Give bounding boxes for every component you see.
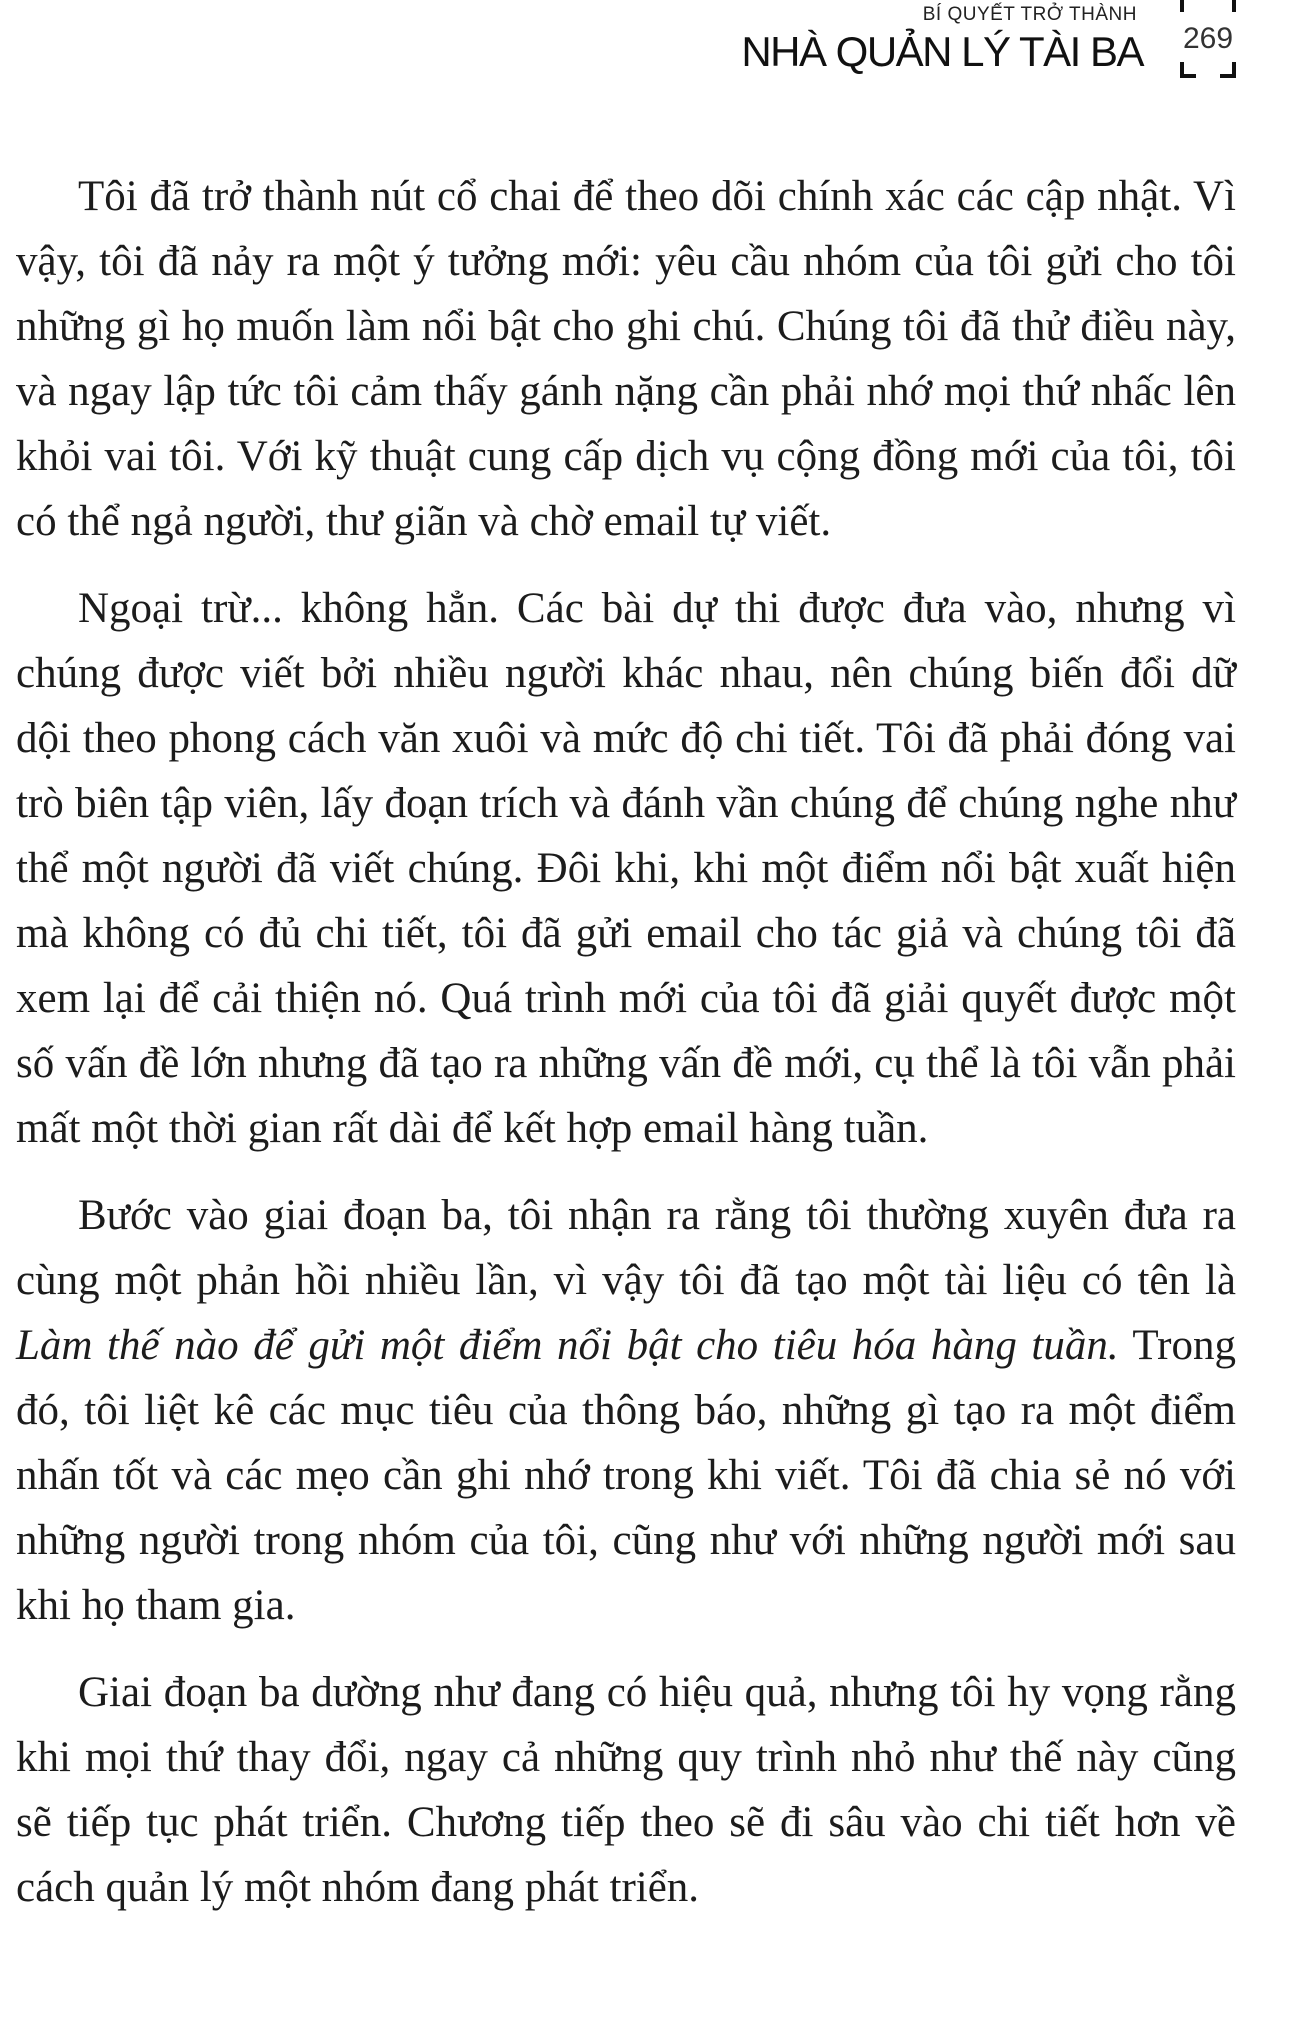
paragraph-4: Giai đoạn ba dường như đang có hiệu quả, nhưng tôi hy vọng rằng khi mọi thứ thay đổi, ngay cả những quy trình nhỏ như thế này cũng sẽ tiếp tục phát triển. Chương tiếp theo sẽ đi sâu vào chi tiết hơn về cách quản lý một nhóm đang phát triển. xyxy=(16,1669,1236,1911)
frame-corner-top-right xyxy=(1220,0,1236,12)
paragraph-3-tail: Trong đó, tôi liệt kê các mục tiêu của thông báo, những gì tạo ra một điểm nhấn tốt và các mẹo cần ghi nhớ trong khi viết. Tôi đã chia sẻ nó với những người trong nhóm của tôi, cũng như với những người mới sau khi họ tham gia. xyxy=(16,1322,1236,1629)
paragraph-3-lead: Bước vào giai đoạn ba, tôi nhận ra rằng tôi thường xuyên đưa ra cùng một phản hồi nhiều lần, vì vậy tôi đã tạo một tài liệu có tên là xyxy=(16,1192,1236,1304)
running-header xyxy=(0,0,1295,100)
paragraph-1: Tôi đã trở thành nút cổ chai để theo dõi chính xác các cập nhật. Vì vậy, tôi đã nảy ra một ý tưởng mới: yêu cầu nhóm của tôi gửi cho tôi những gì họ muốn làm nổi bật cho ghi chú. Chúng tôi đã thử điều này, và ngay lập tức tôi cảm thấy gánh nặng cần phải nhớ mọi thứ nhấc lên khỏi vai tôi. Với kỹ thuật cung cấp dịch vụ cộng đồng mới của tôi, tôi có thể ngả người, thư giãn và chờ email tự viết. xyxy=(16,173,1236,545)
frame-corner-top-left xyxy=(1180,0,1196,12)
paragraph-2: Ngoại trừ... không hẳn. Các bài dự thi được đưa vào, nhưng vì chúng được viết bởi nhiều người khác nhau, nên chúng biến đổi dữ dội theo phong cách văn xuôi và mức độ chi tiết. Tôi đã phải đóng vai trò biên tập viên, lấy đoạn trích và đánh vần chúng để chúng nghe như thể một người đã viết chúng. Đôi khi, khi một điểm nổi bật xuất hiện mà không có đủ chi tiết, tôi đã gửi email cho tác giả và chúng tôi đã xem lại để cải thiện nó. Quá trình mới của tôi đã giải quyết được một số vấn đề lớn nhưng đã tạo ra những vấn đề mới, cụ thể là tôi vẫn phải mất một thời gian rất dài để kết hợp email hàng tuần. xyxy=(16,585,1236,1152)
frame-corner-bottom-left xyxy=(1180,62,1196,78)
page-number-frame xyxy=(1180,0,1236,78)
header-book-title: NHÀ QUẢN LÝ TÀI BA xyxy=(741,28,1143,75)
header-kicker: BÍ QUYẾT TRỞ THÀNH xyxy=(922,4,1137,25)
document-title-italic: Làm thế nào để gửi một điểm nổi bật cho tiêu hóa hàng tuần. xyxy=(16,1322,1119,1369)
page-number: 269 xyxy=(1182,22,1234,55)
frame-corner-bottom-right xyxy=(1220,62,1236,78)
body-text xyxy=(16,164,1236,1942)
paragraph-3 xyxy=(16,1183,1236,1638)
